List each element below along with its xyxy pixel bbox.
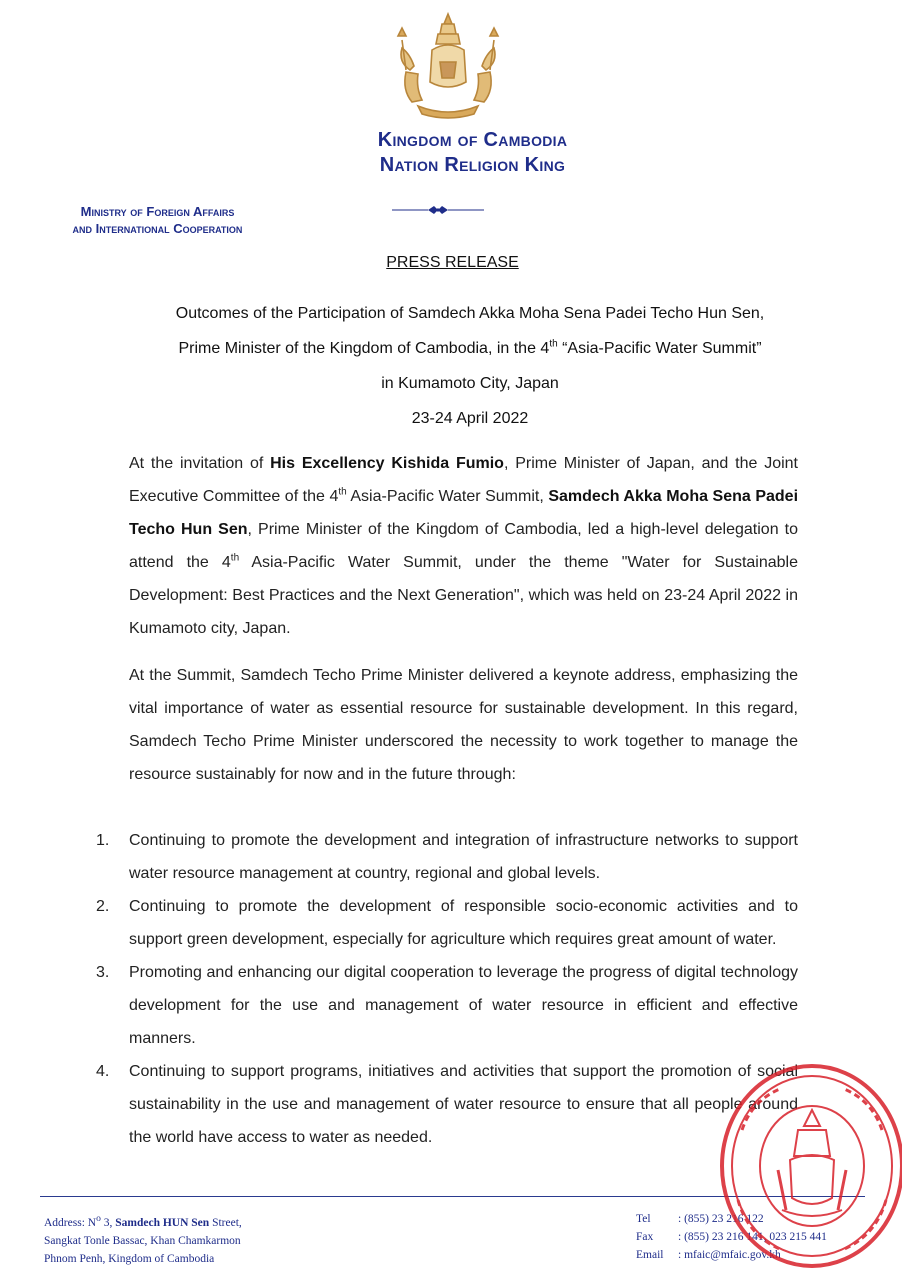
title-line-2 (120, 331, 820, 366)
list-item-text: Continuing to support programs, initiatives and activities that support the promotion of social sustainability in the use and management of water resource to ensure that all people around the world have access to water as needed. (129, 1063, 798, 1146)
p1-text-5: Asia-Pacific Water Summit, under the theme "Water for Sustainable Development: Best Practices and the Next Generation", which was held on 23-24 April 2022 in Kumamoto city, Japan. (129, 554, 799, 637)
address-line-1 (44, 1210, 242, 1232)
title-line-2-b: “Asia-Pacific Water Summit” (557, 340, 762, 357)
p1-bold-2: Samdech Akka Moha Sena Padei Techo Hun Sen (129, 488, 799, 538)
tel-value: : (855) 23 216 122 (678, 1213, 764, 1225)
kingdom-title: Kingdom of Cambodia (377, 129, 568, 151)
title-line-1: Outcomes of the Participation of Samdech Akka Moha Sena Padei Techo Hun Sen, (175, 305, 765, 322)
footer-address (44, 1210, 242, 1268)
royal-coat-of-arms-emblem (388, 10, 508, 122)
list-item-text: Continuing to promote the development of responsible socio-economic activities and to support green development, especially for agriculture which requires great amount of water. (129, 898, 798, 948)
ministry-line-2: and International Cooperation (72, 221, 243, 236)
tel-label: Tel (636, 1213, 651, 1225)
p1-text-1: At the invitation of (129, 455, 271, 472)
title-line-4: 23-24 April 2022 (411, 410, 529, 427)
ornament-divider-icon (388, 204, 488, 216)
title-sup: th (549, 338, 558, 350)
kingdom-heading (0, 128, 905, 178)
list-item (96, 824, 798, 890)
list-item-number: 2. (96, 898, 110, 915)
p1-sup-2: th (230, 552, 240, 564)
p1-text-4: , Prime Minister of the Kingdom of Cambodia, led a high-level delegation to attend the 4 (129, 521, 799, 571)
title-line-2-a: Prime Minister of the Kingdom of Cambodia, in the 4 (178, 340, 550, 357)
list-item-number: 3. (96, 964, 110, 981)
address-number: 3, (100, 1216, 116, 1229)
p1-sup-1: th (338, 486, 347, 498)
address-line-3: Phnom Penh, Kingdom of Cambodia (44, 1252, 215, 1265)
list-item-text: Continuing to promote the development and integration of infrastructure networks to support water resource management at country, regional and global levels. (129, 832, 798, 882)
p1-text-3: Asia-Pacific Water Summit, (346, 488, 549, 505)
paragraph-invitation (129, 447, 798, 645)
release-title (120, 296, 820, 436)
fax-label: Fax (636, 1231, 654, 1243)
outcomes-list (96, 824, 798, 1154)
list-item-number: 4. (96, 1063, 110, 1080)
address-label: Address: N (44, 1216, 97, 1229)
official-seal-stamp-icon (712, 1060, 902, 1272)
kingdom-motto: Nation Religion King (379, 154, 566, 176)
p1-bold-1: His Excellency Kishida Fumio (270, 455, 504, 472)
title-line-3: in Kumamoto City, Japan (381, 375, 559, 392)
p1-text-2: , Prime Minister of Japan, and the Joint Executive Committee of the 4 (129, 455, 798, 505)
ministry-line-1: Ministry of Foreign Affairs (80, 204, 235, 219)
email-value: : mfaic@mfaic.gov.kh (678, 1249, 781, 1261)
ministry-heading (30, 203, 285, 237)
list-item-text: Promoting and enhancing our digital cooperation to leverage the progress of digital technology development for the use and management of water resource in efficient and effective manners. (129, 964, 798, 1047)
address-sup: o (96, 1213, 101, 1224)
address-line-2: Sangkat Tonle Bassac, Khan Chamkarmon (44, 1234, 241, 1247)
list-item (96, 956, 798, 1055)
email-label: Email (636, 1249, 664, 1261)
press-release-heading: PRESS RELEASE (386, 254, 519, 271)
fax-value: : (855) 23 216 141, 023 215 441 (678, 1231, 827, 1243)
paragraph-summit: At the Summit, Samdech Techo Prime Minister delivered a keynote address, emphasizing the vital importance of water as essential resource for sustainable development. In this regard, Samdech Techo Prime Minister underscored the necessity to work together to manage the resource sustainably for now and in the future through: (129, 667, 798, 783)
list-item (96, 1055, 798, 1154)
list-item (96, 890, 798, 956)
address-street-rest: Street, (209, 1216, 242, 1229)
address-street: Samdech HUN Sen (115, 1216, 210, 1229)
list-item-number: 1. (96, 832, 110, 849)
